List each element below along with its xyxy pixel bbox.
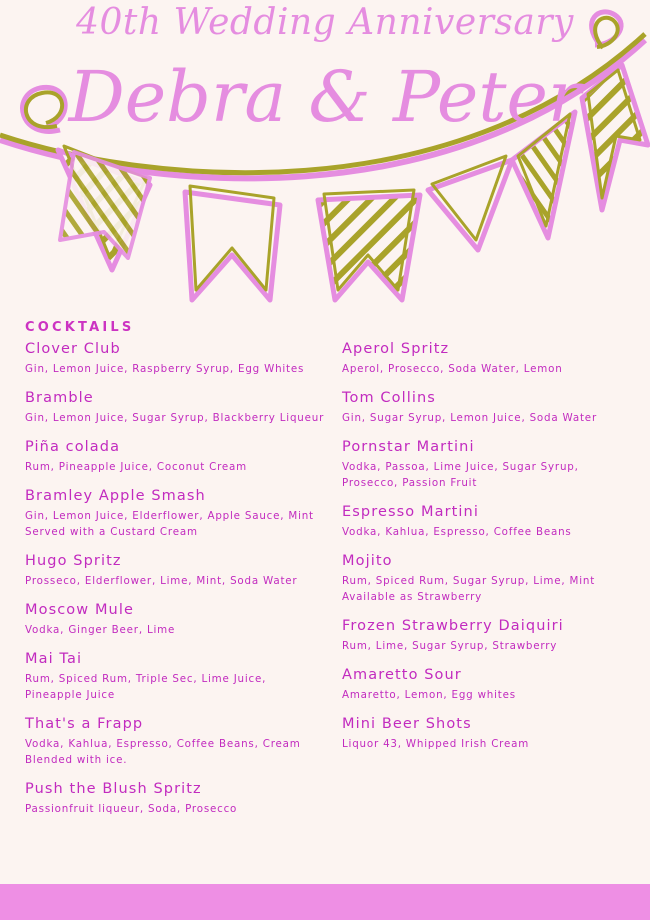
item-name: Frozen Strawberry Daiquiri <box>342 618 564 634</box>
item-name: Hugo Spritz <box>25 553 122 569</box>
item-description: Rum, Lime, Sugar Syrup, Strawberry <box>342 640 558 652</box>
menu-item <box>25 650 340 703</box>
bunting-banner <box>0 0 650 320</box>
occasion-title: 40th Wedding Anniversary <box>76 2 574 43</box>
item-name: Aperol Spritz <box>342 341 450 357</box>
item-description: Rum, Spiced Rum, Sugar Syrup, Lime, Mint Available as Strawberry <box>342 575 596 603</box>
item-name: Push the Blush Spritz <box>25 781 202 797</box>
item-description: Liquor 43, Whipped Irish Cream <box>342 738 530 750</box>
menu-item <box>342 503 642 540</box>
item-name: Pornstar Martini <box>342 439 475 455</box>
item-name: Piña colada <box>25 439 121 455</box>
item-name: Espresso Martini <box>342 504 479 520</box>
menu-item <box>25 780 340 817</box>
item-name: Amaretto Sour <box>342 667 462 683</box>
menu-item <box>25 601 340 638</box>
bunting-flag <box>428 156 512 250</box>
item-description: Gin, Lemon Juice, Sugar Syrup, Blackberry Liqueur <box>25 412 325 424</box>
item-description: Gin, Sugar Syrup, Lemon Juice, Soda Water <box>342 412 597 424</box>
menu-item <box>25 389 340 426</box>
menu-item <box>342 438 642 491</box>
menu-item <box>342 715 642 752</box>
item-description: Rum, Spiced Rum, Triple Sec, Lime Juice, Pineapple Juice <box>25 673 267 701</box>
item-description: Vodka, Kahlua, Espresso, Coffee Beans <box>342 526 572 538</box>
item-description: Passionfruit liqueur, Soda, Prosecco <box>25 803 238 815</box>
menu-item <box>25 340 340 377</box>
menu-item <box>342 389 642 426</box>
item-name: Moscow Mule <box>25 602 134 618</box>
footer-band <box>0 884 650 920</box>
item-description: Vodka, Ginger Beer, Lime <box>25 624 176 636</box>
item-description: Aperol, Prosecco, Soda Water, Lemon <box>342 363 563 375</box>
menu-item <box>342 340 642 377</box>
couple-names: Debra & Peter <box>68 56 582 138</box>
menu-item <box>25 552 340 589</box>
item-name: Mai Tai <box>25 651 83 667</box>
item-description: Rum, Pineapple Juice, Coconut Cream <box>25 461 248 473</box>
item-description: Gin, Lemon Juice, Raspberry Syrup, Egg Whites <box>25 363 305 375</box>
item-name: Clover Club <box>25 341 121 357</box>
item-name: Tom Collins <box>342 390 436 406</box>
menu-item <box>342 666 642 703</box>
item-description: Prosseco, Elderflower, Lime, Mint, Soda Water <box>25 575 298 587</box>
item-description: Gin, Lemon Juice, Elderflower, Apple Sauce, Mint Served with a Custard Cream <box>25 510 314 538</box>
menu-column-right <box>342 340 642 764</box>
menu-item <box>342 617 642 654</box>
item-name: Mini Beer Shots <box>342 716 472 732</box>
menu-column-left <box>25 340 340 829</box>
section-heading: COCKTAILS <box>25 320 135 335</box>
item-description: Amaretto, Lemon, Egg whites <box>342 689 516 701</box>
menu-item <box>25 438 340 475</box>
item-name: Mojito <box>342 553 393 569</box>
item-description: Vodka, Passoa, Lime Juice, Sugar Syrup, Prosecco, Passion Fruit <box>342 461 579 489</box>
menu-item <box>25 487 340 540</box>
menu-item <box>342 552 642 605</box>
item-description: Vodka, Kahlua, Espresso, Coffee Beans, Cream Blended with ice. <box>25 738 301 766</box>
item-name: That's a Frapp <box>25 716 144 732</box>
menu-item <box>25 715 340 768</box>
bunting-flag <box>318 190 420 300</box>
bunting-flag <box>185 186 280 300</box>
item-name: Bramble <box>25 390 94 406</box>
item-name: Bramley Apple Smash <box>25 488 206 504</box>
